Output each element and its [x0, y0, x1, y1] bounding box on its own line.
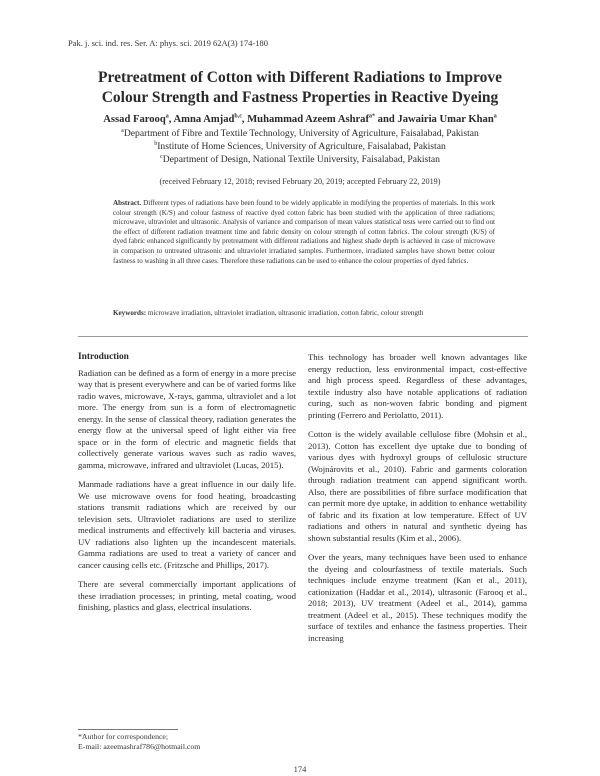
footnote-email: E-mail: azeemashraf786@hotmail.com — [78, 742, 201, 752]
paper-title — [40, 68, 560, 108]
author-3-sup: a* — [369, 113, 376, 120]
received-dates: (received February 12, 2018; revised February 20, 2019; accepted February 22, 2019) — [159, 177, 441, 186]
paragraph: Cotton is the widely available cellulose fibre (Mohsin et al., 2013). Cotton has excellent dye uptake due to bonding of various dyes with hydroxyl groups of cellulosic structure (Wojnárovits et al., 2010). Fabric and garments coloration through radiation treatment can append significant worth. Also, there are possibilities of fibre surface modification that can permit more dye uptake, in addition to enhance wettability of fabric and its fixation at low temperature. Effect of UV radiations and others in natural and synthetic dyeing has shown substantial results (Kim et al., 2006). — [308, 429, 527, 543]
affiliation-b-sup: b — [154, 140, 158, 147]
paragraph: Radiation can be defined as a form of energy in a more precise way that is present everywhere and can be of varied forms like radio waves, microwave, X-rays, gamma, ultraviolet and a lot more. The energy from sun is a form of electromagnetic energy. In the sense of classical theory, radiation generates the energy flow at the universal speed of light either via free space or in the form of electric and magnetic fields that collectively generate various waves such as radio waves, gamma, microwave, infrared and ultraviolet (Lucas, 2015). — [78, 367, 296, 470]
title-line-2: Colour Strength and Fastness Properties in Reactive Dyeing — [101, 89, 499, 106]
author-list — [40, 114, 560, 125]
abstract — [113, 199, 495, 266]
author-4-sup: a — [493, 113, 497, 120]
author-2: Amna Amjad — [173, 114, 235, 125]
affiliation-a-text: Department of Fibre and Textile Technology, University of Agriculture, Faisalabad, Pakistan — [123, 128, 479, 139]
affiliation-a-sup: a — [121, 127, 124, 134]
author-sep: , — [241, 114, 248, 125]
author-4: Jawairia Umar Khan — [397, 114, 494, 125]
left-column — [78, 352, 296, 622]
title-line-1: Pretreatment of Cotton with Different Radiations to Improve — [98, 69, 502, 86]
author-sep: , — [168, 114, 174, 125]
keywords-label: Keywords: — [113, 309, 147, 317]
author-1: Assad Farooq — [103, 114, 166, 125]
keywords — [113, 309, 495, 319]
author-and: and — [375, 114, 398, 125]
author-3: Muhammad Azeem Ashraf — [247, 114, 370, 125]
paragraph: This technology has broader well known advantages like energy reduction, less environmental impact, cost-effective and high process speed. Regardless of these advantages, textile industry also have notable applications of radiation curing, such as non-woven fabric bonding and pigment printing (Ferrero and Periolatto, 2011). — [308, 352, 527, 420]
author-3-sup-text: a — [369, 113, 373, 120]
section-heading-introduction: Introduction — [78, 352, 129, 362]
abstract-label: Abstract. — [113, 199, 142, 207]
affiliation-c-sup: c — [160, 153, 163, 160]
page-number: 174 — [293, 764, 307, 774]
author-2-sup: b,c — [234, 113, 242, 120]
affiliation-b — [40, 141, 560, 152]
keywords-text: microwave irradiation, ultraviolet irradiation, ultrasonic irradiation, cotton fabric, colour strength — [146, 309, 424, 317]
paragraph: Manmade radiations have a great influence in our daily life. We use microwave ovens for food heating, broadcasting stations transmit radiations which are received by our television sets. Ultraviolet radiations are used to sterilize medical instruments and effectively kill bacteria and viruses. UV radiations also lighten up the incandescent materials. Gamma radiations are used to treat a variety of cancer and cancer causing cells etc. (Fritzsche and Phillips, 2017). — [78, 479, 296, 570]
abstract-text: Different types of radiations have been found to be widely applicable in modifying the properties of materials. In this work colour strength (K/S) and colour fastness of reactive dyed cotton fabric has been studied with the application of three radiations; microwave, ultraviolet and ultrasonic. Analysis of variance and comparison of mean values statistical tests were carried out to find out the effect of different radiation treatment time and fabric density on colour strength of cotton fabrics. The colour strength (K/S) of dyed fabric enhanced significantly by pretreatment with different radiations and highest shade depth is achieved in case of microwave in comparison to untreated ultrasonic and ultraviolet irradiated samples. Furthermore, irradiated samples have shown better colour fastness to washing in all three cases. Therefore these radiations can be used to enhance the colour properties of dyed fabrics. — [113, 199, 495, 265]
footnote-rule — [78, 729, 178, 730]
footnote-correspondence: *Author for correspondence; — [78, 732, 169, 741]
footnote — [78, 732, 296, 752]
paragraph: There are several commercially important applications of these irradiation processes; in printing, metal coating, wood finishing, plastics and glass, electrical insulations. — [78, 579, 296, 612]
affiliation-a — [40, 128, 560, 139]
journal-citation: Pak. j. sci. ind. res. Ser. A: phys. sci. 2019 62A(3) 174-180 — [68, 38, 268, 48]
affiliation-c — [40, 154, 560, 165]
section-divider — [78, 336, 528, 337]
affiliation-b-text: Institute of Home Sciences, University of Agriculture, Faisalabad, Pakistan — [157, 141, 446, 152]
right-column — [308, 352, 527, 652]
author-1-sup: a — [165, 113, 169, 120]
affiliation-c-text: Department of Design, National Textile University, Faisalabad, Pakistan — [162, 154, 440, 165]
paragraph: Over the years, many techniques have been used to enhance the dyeing and colourfastness of textile materials. Such techniques include enzyme treatment (Kan et al., 2011), cationization (Haddar et al., 2014), ultrasonic (Farooq et al., 2018; 2013), UV treatment (Adeel et al., 2014), gamma treatment (Adeel et al., 2015). These techniques modify the surface of textiles and enhance the fastness properties. Their increasing — [308, 552, 527, 643]
